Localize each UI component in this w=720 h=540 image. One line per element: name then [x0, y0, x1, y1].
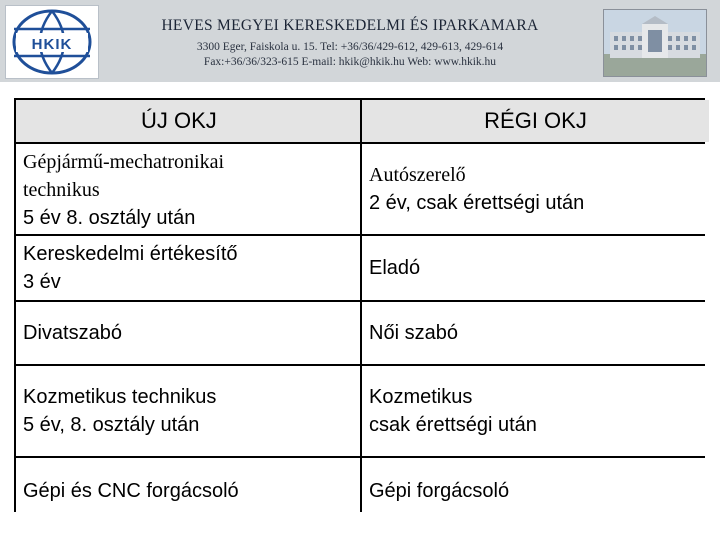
- new-okj-line: technikus: [23, 179, 100, 201]
- chamber-address: 3300 Eger, Faiskola u. 15. Tel: +36/36/429-612, 429-613, 429-614: [196, 41, 504, 53]
- new-okj-cell: [16, 144, 360, 234]
- header-old-okj: RÉGI OKJ: [362, 100, 709, 142]
- old-okj-line: csak érettségi után: [369, 414, 537, 436]
- new-okj-cell: [16, 302, 360, 364]
- building-image-icon: [604, 10, 706, 76]
- chamber-contact: Fax:+36/36/323-615 E-mail: hkik@hkik.hu Web: www.hkik.hu: [203, 56, 497, 68]
- new-okj-line: Divatszabó: [23, 322, 122, 344]
- building-photo: [603, 9, 707, 77]
- new-okj-cell: [16, 458, 360, 524]
- okj-comparison-table: [14, 98, 705, 512]
- old-okj-line: Gépi forgácsoló: [369, 480, 510, 502]
- logo-text: HKIK: [31, 36, 73, 53]
- new-okj-cell: [16, 366, 360, 456]
- old-okj-line: Autószerelő: [369, 164, 466, 186]
- old-okj-line: Női szabó: [369, 322, 458, 344]
- chamber-header: [0, 0, 720, 82]
- hkik-logo: [5, 5, 99, 79]
- new-okj-line: 5 év, 8. osztály után: [23, 414, 200, 436]
- old-okj-line: Kozmetikus: [369, 386, 473, 408]
- new-okj-line: 3 év: [23, 271, 61, 293]
- chamber-title: HEVES MEGYEI KERESKEDELMI ÉS IPARKAMARA: [161, 17, 539, 34]
- old-okj-line: 2 év, csak érettségi után: [369, 192, 585, 214]
- old-okj-cell: [362, 144, 709, 234]
- old-okj-line: Eladó: [369, 257, 421, 279]
- old-okj-cell: [362, 236, 709, 300]
- new-okj-line: Kereskedelmi értékesítő: [23, 243, 238, 265]
- header-new-okj: ÚJ OKJ: [16, 100, 360, 142]
- old-okj-cell: [362, 458, 709, 524]
- new-okj-line: Gépjármű-mechatronikai: [23, 151, 225, 173]
- new-okj-line: Gépi és CNC forgácsoló: [23, 480, 239, 502]
- new-okj-line: Kozmetikus technikus: [23, 386, 217, 408]
- old-okj-cell: [362, 302, 709, 364]
- old-okj-cell: [362, 366, 709, 456]
- new-okj-line: 5 év 8. osztály után: [23, 207, 196, 229]
- new-okj-cell: [16, 236, 360, 300]
